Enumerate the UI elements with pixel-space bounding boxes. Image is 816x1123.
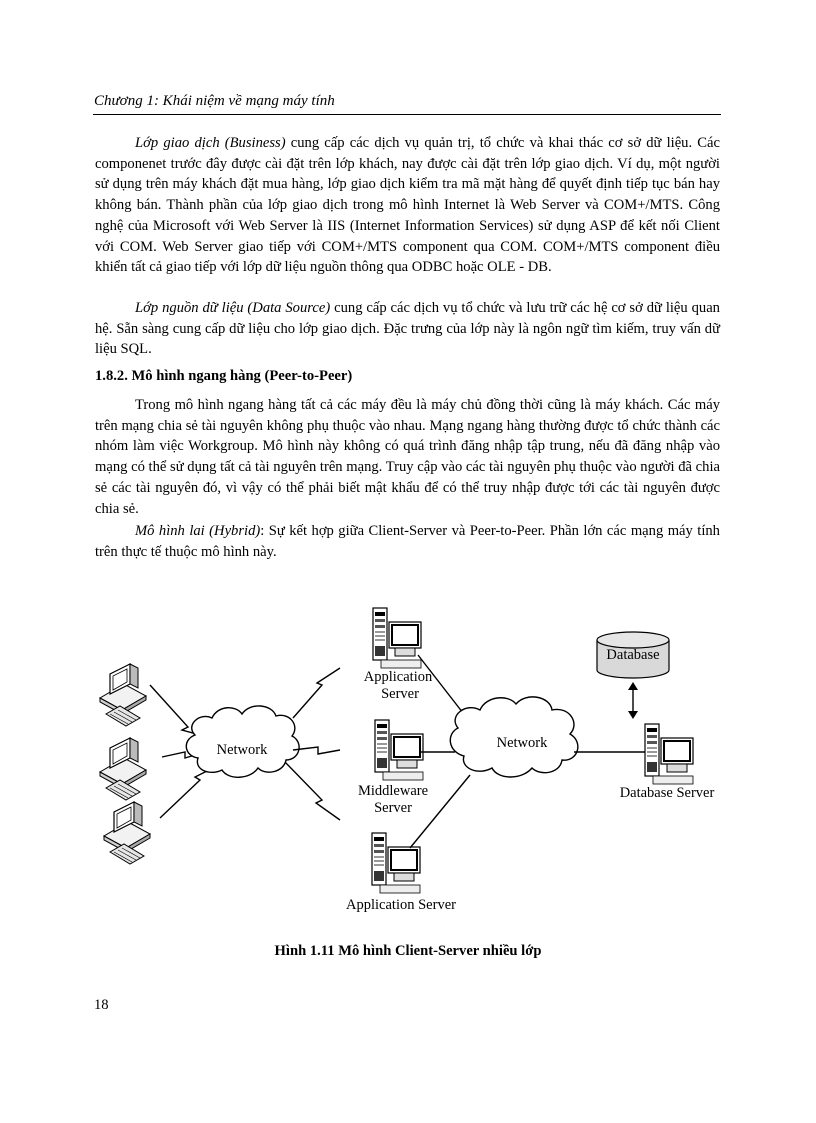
application-server-bottom-icon bbox=[372, 833, 420, 893]
hybrid-text: : Sự kết hợp giữa Client-Server và Peer-to-Peer. Phần lớn các mạng máy tính trên thực tế thuộc mô hình này. bbox=[95, 523, 720, 560]
page-number: 18 bbox=[94, 997, 109, 1013]
client-computer-3-icon bbox=[104, 802, 150, 864]
figure-caption: Hình 1.11 Mô hình Client-Server nhiều lớp bbox=[274, 943, 542, 959]
database-label: Database bbox=[606, 647, 660, 663]
paragraph-data-source-layer bbox=[95, 298, 720, 360]
paragraph-peer-to-peer bbox=[95, 395, 720, 519]
chapter-header: Chương 1: Khái niệm về mạng máy tính bbox=[94, 93, 335, 109]
client-computer-2-icon bbox=[100, 738, 146, 800]
app-server-top-label-line2: Server bbox=[381, 686, 419, 702]
database-server-icon bbox=[645, 724, 693, 784]
paragraph-business-layer bbox=[95, 133, 720, 278]
middleware-label-line2: Server bbox=[374, 800, 412, 816]
app-server-top-label-line1: Application bbox=[363, 669, 433, 685]
database-link-arrow-icon bbox=[628, 682, 638, 719]
peer-to-peer-text: Trong mô hình ngang hàng tất cả các máy đều là máy chủ đồng thời cũng là máy khách. Các máy trên mạng chia sẻ tài nguyên không phụ thuộc vào nhau. Mạng ngang hàng thường được tổ chức thành các nhóm làm việc Workgroup. Mô hình này không có quá trình đăng nhập tập trung, nếu đã đăng nhập vào mạng có thể sử dụng tất cả tài nguyên trên mạng. Truy cập vào các tài nguyên phụ thuộc vào người đã chia sẻ các tài nguyên đó, vì vậy có thể phải biết mật khẩu để có thể truy nhập được tới các tài nguyên được chia sẻ. bbox=[95, 397, 720, 517]
link-network-to-app-server-bottom bbox=[285, 762, 340, 820]
middleware-label-line1: Middleware bbox=[357, 783, 429, 799]
client-server-diagram bbox=[0, 590, 816, 930]
client-computer-1-icon bbox=[100, 664, 146, 726]
header-rule bbox=[93, 114, 721, 115]
database-server-label: Database Server bbox=[619, 785, 715, 801]
data-source-term: Lớp nguồn dữ liệu (Data Source) bbox=[135, 300, 331, 316]
network-right-label: Network bbox=[496, 735, 548, 751]
app-server-bottom-label: Application Server bbox=[346, 897, 456, 913]
business-layer-term: Lớp giao dịch (Business) bbox=[135, 135, 286, 151]
middleware-server-icon bbox=[375, 720, 423, 780]
application-server-top-icon bbox=[373, 608, 421, 668]
business-layer-text: cung cấp các dịch vụ quản trị, tổ chức và khai thác cơ sở dữ liệu. Các componenet trước đây được cài đặt trên lớp khách, nay được cài đặt trên lớp giao dịch. Ví dụ, một người sử dụng trên máy khách đặt mua hàng, lớp giao dịch kiểm tra mã mặt hàng để quyết định tiếp tục bán hay không bán. Thành phần của lớp giao dịch trong mô hình Internet là Web Server và COM+/MTS. Công nghệ của Microsoft với Web Server là IIS (Internet Information Services) sử dụng ASP để kết nối Client với COM. Web Server giao tiếp với COM+/MTS component qua COM. COM+/MTS component điều khiển tất cả giao tiếp với lớp dữ liệu nguồn thông qua ODBC hoặc OLE - DB. bbox=[95, 135, 720, 276]
data-source-text: cung cấp các dịch vụ tổ chức và lưu trữ các hệ cơ sở dữ liệu quan hệ. Sẵn sàng cung cấp dữ liệu cho lớp giao dịch. Đặc trưng của lớp này là ngôn ngữ tìm kiếm, truy vấn dữ liệu SQL. bbox=[95, 300, 720, 358]
paragraph-hybrid bbox=[95, 521, 720, 562]
hybrid-term: Mô hình lai (Hybrid) bbox=[135, 523, 261, 539]
link-network-to-app-server-top bbox=[293, 668, 340, 718]
section-heading: 1.8.2. Mô hình ngang hàng (Peer-to-Peer) bbox=[95, 368, 353, 384]
network-left-label: Network bbox=[216, 742, 268, 758]
link-network-to-middleware bbox=[293, 747, 340, 754]
